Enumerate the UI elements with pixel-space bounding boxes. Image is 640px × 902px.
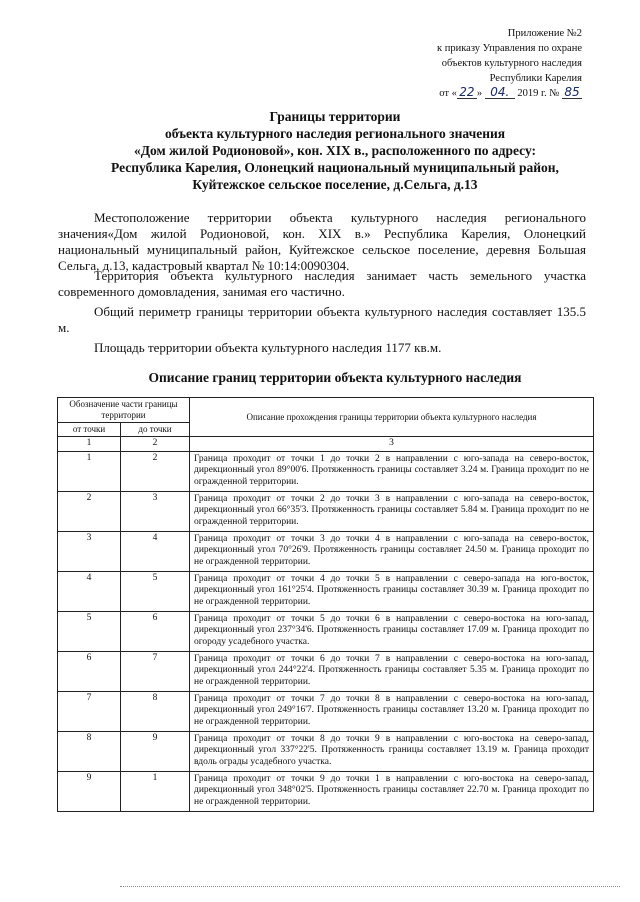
date-mid: » [476,88,483,99]
from-point-cell: 7 [58,691,121,731]
appendix-line-3: объектов культурного наследия [441,58,582,69]
area-text: Площадь территории объекта культурного наследия 1177 кв.м. [94,340,442,355]
order-date-line [437,86,582,101]
from-point-cell: 8 [58,731,121,771]
header-from-point: от точки [58,423,121,437]
description-cell: Граница проходит от точки 9 до точки 1 в направлении с юго-востока на северо-запад, дирекционный угол 348°02'5. Протяженность границы составляет 22.70 м. Граница проходит по не огражденной территории. [190,771,594,811]
heading-line-1: Границы территории [269,109,401,124]
to-point-cell: 7 [121,651,190,691]
territory-text: Территория объекта культурного наследия занимает часть земельного участка современного домовладения, занимая его частично. [58,268,586,299]
appendix-block [437,26,582,101]
description-cell: Граница проходит от точки 7 до точки 8 в направлении с северо-востока на юго-запад, дирекционный угол 249°16'7. Протяженность границы составляет 13.20 м. Граница проходит по не огражденной территории. [190,691,594,731]
from-point-cell: 9 [58,771,121,811]
column-number-2: 2 [121,437,190,452]
description-cell: Граница проходит от точки 1 до точки 2 в направлении с юго-запада на северо-восток, дирекционный угол 89°00'6. Протяженность границы составляет 3.24 м. Граница проходит по не огражденной территории. [190,451,594,491]
description-cell: Граница проходит от точки 2 до точки 3 в направлении с юго-запада на северо-восток, дирекционный угол 66°35'3. Протяженность границы составляет 5.84 м. Граница проходит по не огражденной территории. [190,491,594,531]
handwritten-month: 04. [485,86,515,99]
table-row [58,611,594,651]
description-cell: Граница проходит от точки 3 до точки 4 в направлении с юго-запада на северо-восток, дирекционный угол 70°26'9. Протяженность границы составляет 24.50 м. Граница проходит по не огражденной территории. [190,531,594,571]
to-point-cell: 6 [121,611,190,651]
perimeter-text: Общий периметр границы территории объекта культурного наследия составляет 135.5 м. [58,304,586,335]
description-cell: Граница проходит от точки 5 до точки 6 в направлении с северо-востока на юго-запад, дирекционный угол 237°34'6. Протяженность границы составляет 17.09 м. Граница проходит по огороду усадебного участка. [190,611,594,651]
description-cell: Граница проходит от точки 4 до точки 5 в направлении с северо-запада на юго-восток, дирекционный угол 161°25'4. Протяженность границы составляет 30.39 м. Граница проходит по не огражденной территории. [190,571,594,611]
date-prefix: от « [439,88,457,99]
table-row [58,571,594,611]
table-row [58,771,594,811]
year-text: 2019 г. № [517,88,560,99]
header-description: Описание прохождения границы территории объекта культурного наследия [190,398,594,437]
to-point-cell: 1 [121,771,190,811]
header-points: Обозначение части границы территории [58,398,190,423]
table-header-row [58,398,594,423]
handwritten-order-number: 85 [562,86,582,99]
table-row [58,691,594,731]
table-row [58,531,594,571]
table-title: Описание границ территории объекта культурного наследия [148,370,522,385]
to-point-cell: 5 [121,571,190,611]
table-row [58,451,594,491]
bottom-divider [120,886,620,887]
area-paragraph [58,340,586,356]
heading-line-2: объекта культурного наследия регионального значения [164,126,506,141]
description-cell: Граница проходит от точки 6 до точки 7 в направлении с северо-востока на юго-запад, дирекционный угол 244°22'4. Протяженность границы составляет 5.35 м. Граница проходит по не огражденной территории. [190,651,594,691]
location-paragraph [58,210,586,274]
to-point-cell: 4 [121,531,190,571]
from-point-cell: 6 [58,651,121,691]
from-point-cell: 1 [58,451,121,491]
to-point-cell: 9 [121,731,190,771]
appendix-line-2: к приказу Управления по охране [437,43,582,54]
table-row [58,731,594,771]
boundary-table [57,397,594,812]
table-row [58,491,594,531]
to-point-cell: 8 [121,691,190,731]
handwritten-day: 22 [457,86,477,99]
from-point-cell: 5 [58,611,121,651]
column-number-1: 1 [58,437,121,452]
appendix-line-4: Республики Карелия [489,73,582,84]
heading-line-5: Куйтежское сельское поселение, д.Сельга, д.13 [192,177,478,192]
heading-line-4: Республика Карелия, Олонецкий национальный муниципальный район, [111,160,559,175]
description-cell: Граница проходит от точки 8 до точки 9 в направлении с юго-востока на северо-запад, дирекционный угол 337°22'5. Протяженность границы составляет 13.19 м. Граница проходит вдоль ограды усадебного участка. [190,731,594,771]
from-point-cell: 3 [58,531,121,571]
perimeter-paragraph [58,304,586,336]
header-to-point: до точки [121,423,190,437]
table-row [58,651,594,691]
location-text: Местоположение территории объекта культурного наследия регионального значения«Дом жилой Родионовой, кон. XIX в.» Республика Карелия, Олонецкий национальный муниципальный район, Куйтежское сельское поселение, деревня Большая Сельга, д.13, кадастровый квартал № 10:14:0090304. [58,210,586,273]
territory-paragraph [58,268,586,300]
heading-line-3: «Дом жилой Родионовой», кон. XIX в., расположенного по адресу: [133,143,537,158]
to-point-cell: 3 [121,491,190,531]
from-point-cell: 4 [58,571,121,611]
document-heading [40,108,630,193]
to-point-cell: 2 [121,451,190,491]
appendix-line-1: Приложение №2 [507,28,582,39]
table-column-numbers-row [58,437,594,452]
from-point-cell: 2 [58,491,121,531]
column-number-3: 3 [190,437,594,452]
